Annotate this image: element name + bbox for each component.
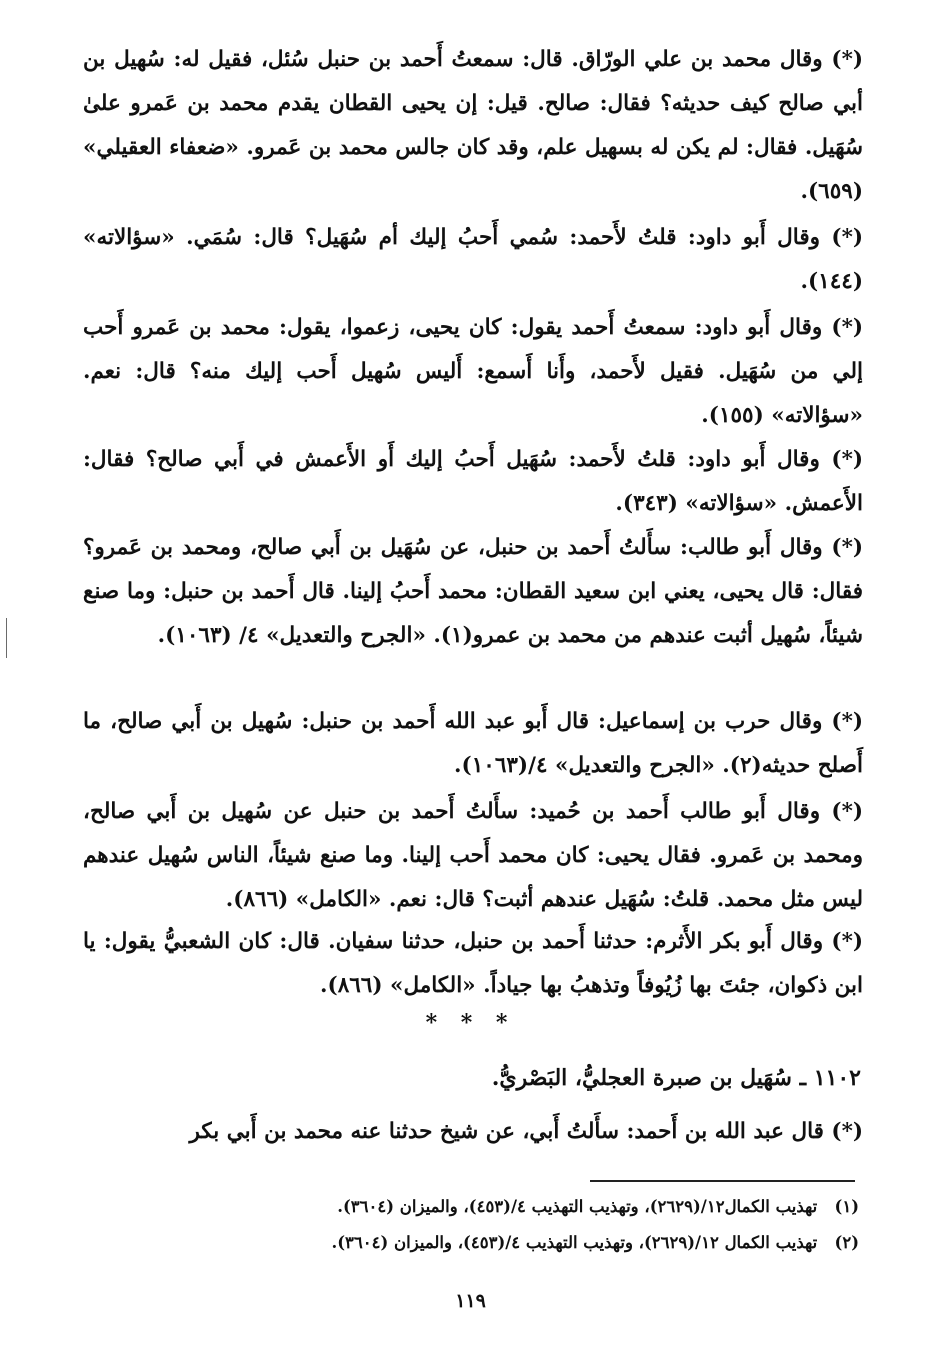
footnote-text: تهذيب الكمال ١٢/(٢٦٢٩)، وتهذيب التهذيب ٤/(٤٥٣)، والميزان (٣٦٠٤). bbox=[331, 1233, 818, 1252]
entry-2: (*) وقال أَبو داود: قلتُ لأَحمد: سُمي أَحبُ إليك أم سُهَيل؟ قال: سُمَي. «سؤالاته» (١٤٤). bbox=[83, 225, 863, 294]
footnote-text: تهذيب الكمال١٢/(٢٦٢٩)، وتهذيب التهذيب ٤/(٤٥٣)، والميزان (٣٦٠٤). bbox=[337, 1197, 818, 1216]
entry-1: (*) وقال محمد بن علي الورّاق. قال: سمعتُ أَحمد بن حنبل سُئل، فقيل له: سُهيل بن أبي صالح كيف حديثه؟ فقال: صالح. قيل: إن يحيى القطان يقدم محمد بن عَمرو علىٰ سُهَيل. فقال: لم يكن له بسهيل علم، وقد كان جالس محمد بن عَمرو. «ضعفاء العقيلي» (٦٥٩). bbox=[83, 47, 863, 204]
footnote-number: (١) bbox=[834, 1197, 859, 1216]
footnote-1 bbox=[99, 1192, 859, 1222]
entry-6: (*) وقال حرب بن إسماعيل: قال أَبو عبد الله أَحمد بن حنبل: سُهيل بن أَبي صالح، ما أَصلح حديثه(٢). «الجرح والتعديل» ٤/(١٠٦٣). bbox=[83, 709, 863, 778]
entry-3: (*) وقال أَبو داود: سمعتُ أَحمد يقول: كان يحيى، زعموا، يقول: محمد بن عَمرو أَحب إلي من سُهَيل. فقيل لأَحمد، وأَنا أَسمع: أَليس سُهيل أَحب إليك منه؟ قال: نعم. «سؤالاته» (١٥٥). bbox=[83, 315, 863, 428]
footnote-separator bbox=[590, 1180, 855, 1182]
entry-7: (*) وقال أَبو طالب أَحمد بن حُميد: سأَلتُ أَحمد بن حنبل عن سُهيل بن أَبي صالح، ومحمد بن عَمرو. فقال يحيى: كان محمد أَحب إلينا. وما صنع شيئاً، الناس سُهيل عندهم ليس مثل محمد. قلتُ: سُهَيل عندهم أثبت؟ قال: نعم. «الكامل» (٨٦٦). bbox=[83, 799, 863, 912]
page-number: ١١٩ bbox=[455, 1290, 486, 1312]
section-opening-line: (*) قال عبد الله بن أَحمد: سأَلتُ أَبي، عن شيخ حدثنا عنه محمد بن أَبي بكر bbox=[189, 1119, 863, 1144]
section-divider: * * * bbox=[425, 1010, 516, 1036]
section-heading: ١١٠٢ ـ سُهَيل بن صبرة العجليُّ، البَصْريُّ. bbox=[491, 1065, 861, 1091]
scan-margin-line bbox=[6, 618, 7, 658]
entry-8: (*) وقال أَبو بكر الأَثرم: حدثنا أَحمد بن حنبل، حدثنا سفيان. قال: كان الشعبيُّ يقول: يا ابن ذكوان، جئتَ بها زُيُوفاً وتذهبُ بها جياداً. «الكامل» (٨٦٦). bbox=[83, 929, 863, 998]
footnote-2 bbox=[99, 1228, 859, 1258]
entry-4: (*) وقال أَبو داود: قلتُ لأَحمد: سُهَيل أَحبُ إليك أَو الأَعمش في أَبي صالح؟ فقال: الأَعمش. «سؤالاته» (٣٤٣). bbox=[83, 447, 863, 516]
entry-5: (*) وقال أَبو طالب: سأَلتُ أَحمد بن حنبل، عن سُهَيل بن أَبي صالح، ومحمد بن عَمرو؟ فقال: قال يحيى، يعني ابن سعيد القطان: محمد أَحبُ إلينا. قال أَحمد بن حنبل: وما صنع شيئاً، سُهيل أثبت عندهم من محمد بن عمرو(١). «الجرح والتعديل» ٤/ (١٠٦٣). bbox=[83, 535, 863, 648]
footnote-number: (٢) bbox=[834, 1233, 859, 1252]
